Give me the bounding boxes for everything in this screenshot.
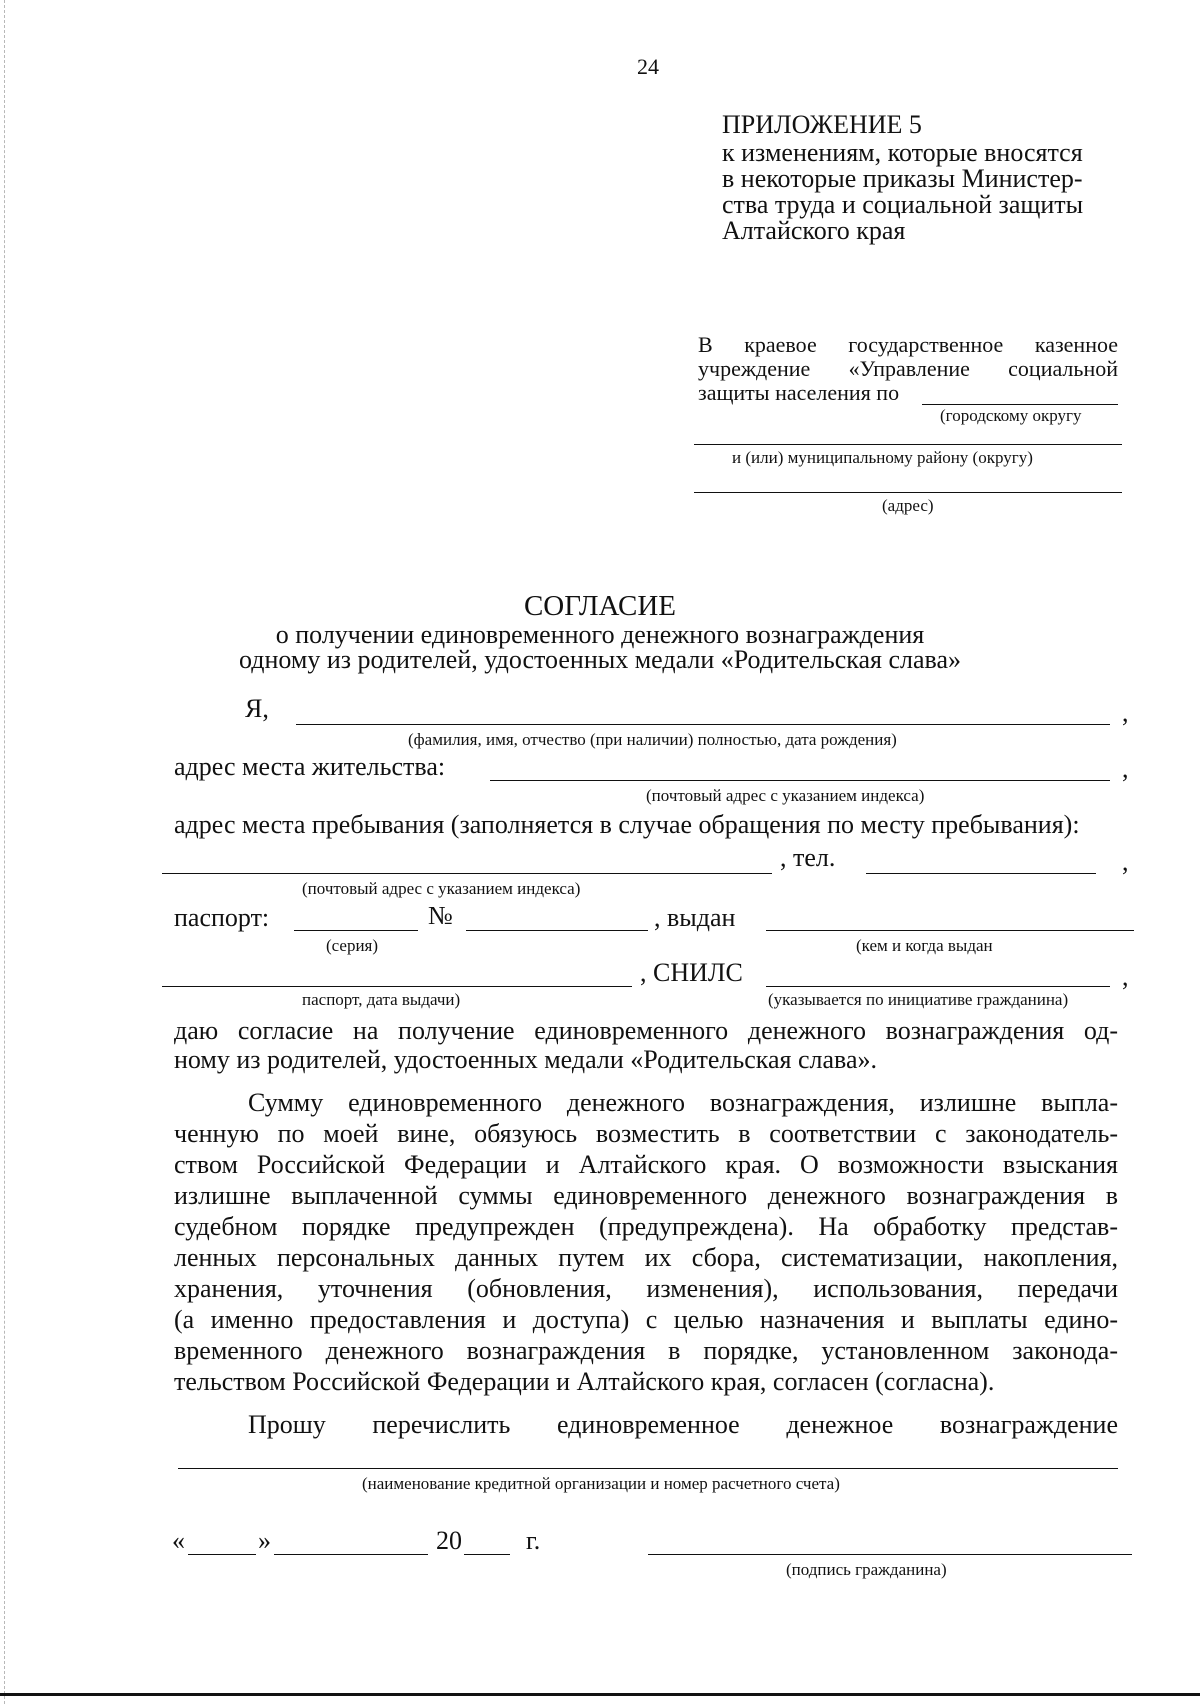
series-caption: (серия) <box>326 936 379 955</box>
bank-account-caption: (наименование кредитной организации и номер расчетного счета) <box>362 1474 840 1493</box>
date-day-field-line[interactable] <box>188 1554 256 1555</box>
date-month-field-line[interactable] <box>274 1554 428 1555</box>
appendix-line-3: ства труда и социальной защиты <box>722 190 1084 219</box>
residence-comma: , <box>1122 754 1129 783</box>
date-year-prefix: 20 <box>436 1526 462 1555</box>
district-field-line[interactable] <box>922 404 1118 405</box>
consent-line-2: ному из родителей, удостоенных медали «Родительская слава». <box>174 1045 878 1074</box>
snils-caption: (указывается по инициативе гражданина) <box>768 990 1069 1009</box>
residence-label: адрес места жительства: <box>174 752 446 781</box>
addressee-caption-3: (адрес) <box>882 496 934 515</box>
stay-address-caption: (почтовый адрес с указанием индекса) <box>302 879 581 898</box>
residence-field-line[interactable] <box>490 780 1110 781</box>
paragraph-line-9: временного денежного вознаграждения в порядке, установленном законода- <box>174 1336 1118 1365</box>
paragraph-line-10: тельством Российской Федерации и Алтайского края, согласен (согласна). <box>174 1367 995 1396</box>
passport-date-field-line[interactable] <box>162 986 632 987</box>
municipal-field-line[interactable] <box>694 444 1122 445</box>
fio-field-line[interactable] <box>296 724 1110 725</box>
fio-caption: (фамилия, имя, отчество (при наличии) полностью, дата рождения) <box>408 730 897 749</box>
document-subtitle-2: одному из родителей, удостоенных медали «Родительская слава» <box>239 645 961 674</box>
date-close-quote: » <box>258 1526 271 1555</box>
date-year-field-line[interactable] <box>464 1554 510 1555</box>
stay-label: адрес места пребывания (заполняется в случае обращения по месту пребывания): <box>174 810 1080 839</box>
paragraph-line-2: ченную по моей вине, обязуюсь возместить в соответствии с законодатель- <box>174 1119 1118 1148</box>
snils-comma: , <box>1122 962 1129 991</box>
appendix-line-2: в некоторые приказы Министер- <box>722 164 1083 193</box>
paragraph-line-4: излишне выплаченной суммы единовременного денежного вознаграждения в <box>174 1181 1118 1210</box>
issued-caption: (кем и когда выдан <box>856 936 993 955</box>
scan-bottom-edge <box>0 1693 1200 1696</box>
passport-number-sign: № <box>428 901 453 930</box>
passport-series-field-line[interactable] <box>294 930 418 931</box>
bank-account-field-line[interactable] <box>178 1468 1118 1469</box>
document-subtitle-1: о получении единовременного денежного вознаграждения <box>275 620 925 649</box>
fio-comma: , <box>1122 698 1129 727</box>
snils-label: , СНИЛС <box>640 958 743 987</box>
date-open-quote: « <box>172 1526 185 1555</box>
paragraph-line-6: ленных персональных данных путем их сбора, систематизации, накопления, <box>174 1243 1118 1272</box>
signature-caption: (подпись гражданина) <box>786 1560 947 1579</box>
paragraph-line-8: (а именно предоставления и доступа) с целью назначения и выплаты едино- <box>174 1305 1118 1334</box>
appendix-line-1: к изменениям, которые вносятся <box>722 138 1083 167</box>
passport-number-field-line[interactable] <box>466 930 648 931</box>
addressee-line-1: В краевое государственное казенное <box>698 332 1118 357</box>
ya-label: Я, <box>245 694 269 723</box>
tel-label: , тел. <box>780 843 836 872</box>
issued-label: , выдан <box>654 903 736 932</box>
transfer-line: Прошу перечислить единовременное денежное вознаграждение <box>248 1410 1118 1439</box>
paragraph-line-3: ством Российской Федерации и Алтайского края. О возможности взыскания <box>174 1150 1118 1179</box>
snils-field-line[interactable] <box>766 986 1110 987</box>
addressee-line-3: защиты населения по <box>698 380 900 405</box>
addressee-caption-1: (городскому округу <box>940 406 1082 425</box>
address-field-line[interactable] <box>694 492 1122 493</box>
addressee-line-2: учреждение «Управление социальной <box>698 356 1118 381</box>
page-number: 24 <box>637 54 659 79</box>
tel-comma: , <box>1122 847 1129 876</box>
appendix-title: ПРИЛОЖЕНИЕ 5 <box>722 110 922 139</box>
date-year-suffix: г. <box>526 1526 541 1555</box>
tel-field-line[interactable] <box>866 873 1096 874</box>
stay-address-field-line[interactable] <box>162 873 772 874</box>
residence-caption: (почтовый адрес с указанием индекса) <box>646 786 925 805</box>
passport-date-caption: паспорт, дата выдачи) <box>302 990 461 1009</box>
issued-by-field-line[interactable] <box>766 930 1134 931</box>
paragraph-line-1: Сумму единовременного денежного вознаграждения, излишне выпла- <box>248 1088 1118 1117</box>
signature-field-line[interactable] <box>648 1554 1132 1555</box>
addressee-caption-2: и (или) муниципальному району (округу) <box>732 448 1033 467</box>
appendix-line-4: Алтайского края <box>722 216 906 245</box>
passport-label: паспорт: <box>174 903 270 932</box>
paragraph-line-7: хранения, уточнения (обновления, изменения), использования, передачи <box>174 1274 1118 1303</box>
consent-line-1: даю согласие на получение единовременного денежного вознаграждения од- <box>174 1016 1118 1045</box>
paragraph-line-5: судебном порядке предупрежден (предупреждена). На обработку представ- <box>174 1212 1118 1241</box>
document-title: СОГЛАСИЕ <box>523 590 677 622</box>
scan-left-edge <box>4 0 5 1704</box>
